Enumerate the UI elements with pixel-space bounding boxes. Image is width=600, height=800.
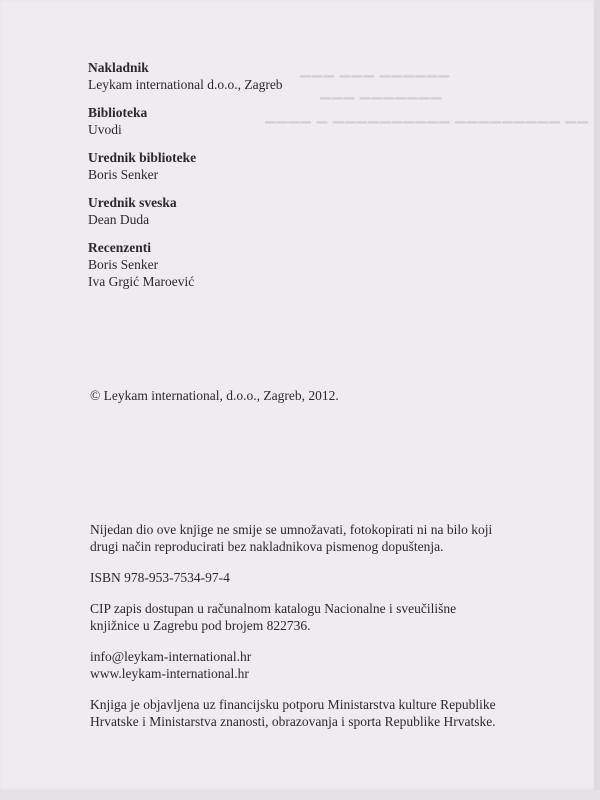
reproduction-notice <box>90 521 590 555</box>
email-address: info@leykam-international.hr <box>90 649 252 664</box>
cip-line: CIP zapis dostupan u računalnom katalogu Nacionalne i sveučilišne <box>90 601 457 616</box>
contact-info <box>90 648 590 682</box>
credit-reviewers <box>88 239 283 290</box>
cip-line: knjižnice u Zagrebu pod brojem 822736. <box>90 618 311 633</box>
isbn: ISBN 978-953-7534-97-4 <box>90 570 230 585</box>
credit-value: Boris Senker <box>88 167 159 182</box>
credit-label: Urednik biblioteke <box>88 150 197 165</box>
notice-line: Nijedan dio ove knjige ne smije se umnožavati, fotokopirati ni na bilo koji <box>90 522 493 537</box>
page-edge-right <box>594 0 600 800</box>
credit-label: Nakladnik <box>88 60 149 75</box>
credit-series-editor <box>88 149 283 183</box>
funding-line: Hrvatske i Ministarstva znanosti, obrazovanja i sporta Republike Hrvatske. <box>90 714 496 729</box>
website-address: www.leykam-international.hr <box>90 666 249 681</box>
credit-value: Uvodi <box>88 122 122 137</box>
credit-publisher <box>88 59 283 93</box>
credit-label: Recenzenti <box>88 240 151 255</box>
credit-value: Iva Grgić Maroević <box>88 274 195 289</box>
copyright-line: © Leykam international, d.o.o., Zagreb, 2012. <box>90 388 339 403</box>
credit-value: Boris Senker <box>88 257 159 272</box>
bleed-through-text: ▁▁▁ ▁▁▁ ▁▁▁▁▁▁ <box>300 63 451 78</box>
funding-note <box>90 696 590 730</box>
credits-section <box>88 59 283 301</box>
bleed-through-text: ▁▁▁ ▁▁▁▁▁▁▁ <box>320 85 443 100</box>
notice-line: drugi način reproducirati bez nakladnikova pismenog dopuštenja. <box>90 539 444 554</box>
page-edge-bottom <box>0 790 600 800</box>
bleed-through-text: ▁▁▁▁ ▁ ▁▁▁▁▁▁▁▁▁▁ ▁▁▁▁▁▁▁▁▁ ▁▁ <box>265 109 589 124</box>
credit-label: Urednik sveska <box>88 195 177 210</box>
credit-value: Leykam international d.o.o., Zagreb <box>88 77 283 92</box>
funding-line: Knjiga je objavljena uz financijsku potporu Ministarstva kulture Republike <box>90 697 496 712</box>
credit-label: Biblioteka <box>88 105 148 120</box>
credit-volume-editor <box>88 194 283 228</box>
legal-section <box>90 521 590 744</box>
credit-series <box>88 104 283 138</box>
credit-value: Dean Duda <box>88 212 150 227</box>
cip-record <box>90 600 590 634</box>
